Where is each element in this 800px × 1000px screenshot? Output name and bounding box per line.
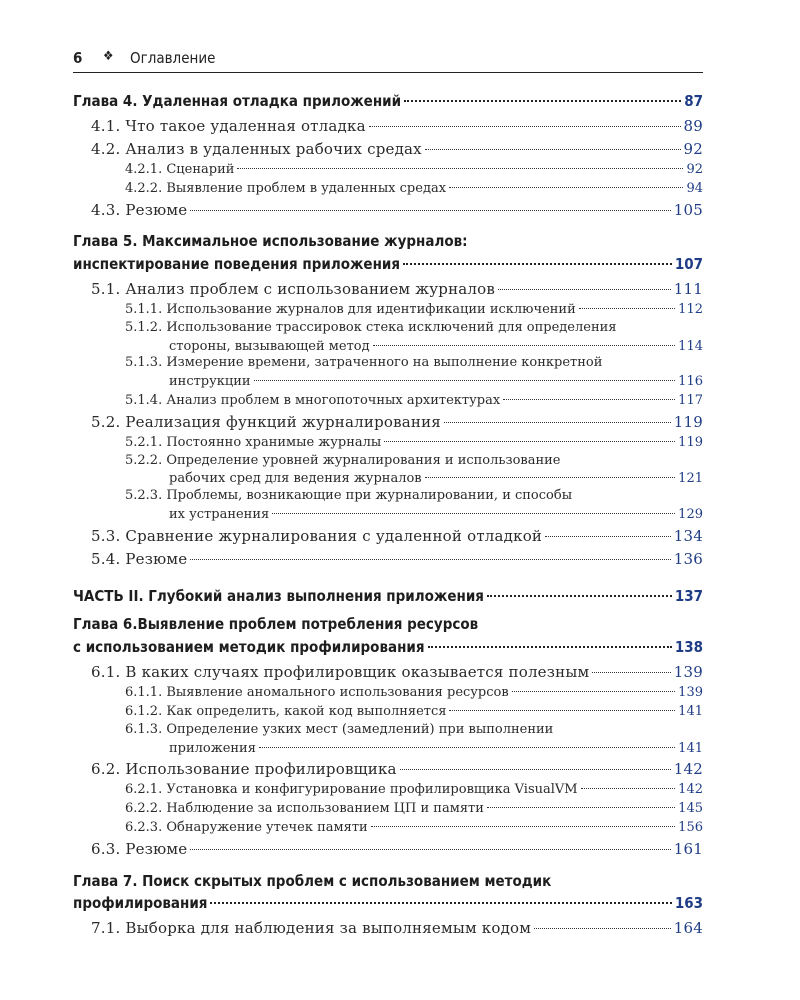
toc-entry-6-1-1[interactable] xyxy=(125,685,703,700)
toc-entry-chapter-7[interactable] xyxy=(73,894,703,912)
toc-entry-5-1-4[interactable] xyxy=(125,393,703,408)
entry-page: 117 xyxy=(678,393,703,408)
toc-entry-6-2-1[interactable] xyxy=(125,782,703,797)
toc-entry-4-2[interactable] xyxy=(91,140,703,158)
entry-page: 112 xyxy=(678,302,703,317)
entry-page: 161 xyxy=(673,840,703,858)
dot-leader xyxy=(545,536,671,537)
toc-entry-chapter-6-line1[interactable]: Глава 6.Выявление проблем потребления ресурсов xyxy=(73,615,479,633)
entry-title: 6.2. Использование профилировщика xyxy=(91,760,397,778)
entry-page: 141 xyxy=(678,741,703,756)
dot-leader xyxy=(498,289,671,290)
entry-page: 92 xyxy=(686,162,703,177)
entry-title: приложения xyxy=(169,741,256,756)
dot-leader xyxy=(428,646,672,648)
entry-title: 5.1.1. Использование журналов для идентификации исключений xyxy=(125,302,576,317)
entry-title: 4.1. Что такое удаленная отладка xyxy=(91,117,366,135)
dot-leader xyxy=(403,263,672,265)
toc-entry-6-3[interactable] xyxy=(91,840,703,858)
entry-title: 6.2.1. Установка и конфигурирование профилировщика VisualVM xyxy=(125,782,578,797)
toc-entry-5-1-1[interactable] xyxy=(125,302,703,317)
entry-title: 6.1.1. Выявление аномального использования ресурсов xyxy=(125,685,509,700)
toc-entry-7-1[interactable] xyxy=(91,919,703,937)
entry-page: 136 xyxy=(673,550,703,568)
toc-entry-5-2-1[interactable] xyxy=(125,435,703,450)
toc-entry-6-1-3-line1[interactable]: 6.1.3. Определение узких мест (замедлений) при выполнении xyxy=(125,722,554,737)
entry-page: 94 xyxy=(686,181,703,196)
entry-page: 105 xyxy=(673,201,703,219)
dot-leader xyxy=(254,380,676,381)
dot-leader xyxy=(592,672,670,673)
entry-page: 137 xyxy=(674,587,703,605)
toc-entry-4-2-2[interactable] xyxy=(125,181,703,196)
toc-entry-6-2[interactable] xyxy=(91,760,703,778)
dot-leader xyxy=(373,345,676,346)
toc-entry-6-1[interactable] xyxy=(91,663,703,681)
entry-title: инспектирование поведения приложения xyxy=(73,255,401,273)
dot-leader xyxy=(237,168,683,169)
entry-title: 5.2.1. Постоянно хранимые журналы xyxy=(125,435,382,450)
entry-page: 121 xyxy=(678,471,703,486)
entry-page: 164 xyxy=(673,919,703,937)
entry-title: профилирования xyxy=(73,894,208,912)
toc-entry-6-1-3[interactable] xyxy=(169,741,703,756)
header-page-number: 6 xyxy=(73,49,83,67)
dot-leader xyxy=(579,308,675,309)
toc-entry-5-2-2[interactable] xyxy=(169,471,703,486)
entry-title: 5.3. Сравнение журналирования с удаленной отладкой xyxy=(91,527,543,545)
dot-leader xyxy=(425,149,681,150)
dot-leader xyxy=(371,826,675,827)
entry-title: стороны, вызывающей метод xyxy=(169,339,370,354)
entry-title: ЧАСТЬ II. Глубокий анализ выполнения приложения xyxy=(73,587,484,605)
toc-entry-5-2-3[interactable] xyxy=(169,507,703,522)
entry-title: 5.1.4. Анализ проблем в многопоточных архитектурах xyxy=(125,393,501,408)
dot-leader xyxy=(272,513,675,514)
dot-leader xyxy=(400,769,671,770)
dot-leader xyxy=(384,441,675,442)
entry-title: рабочих сред для ведения журналов xyxy=(169,471,422,486)
entry-page: 111 xyxy=(673,280,703,298)
dot-leader xyxy=(487,807,675,808)
entry-page: 141 xyxy=(678,704,703,719)
entry-title: 6.2.2. Наблюдение за использованием ЦП и памяти xyxy=(125,801,484,816)
entry-page: 142 xyxy=(678,782,703,797)
entry-page: 134 xyxy=(673,527,703,545)
entry-title: 4.2.2. Выявление проблем в удаленных средах xyxy=(125,181,447,196)
dot-leader xyxy=(259,747,675,748)
entry-page: 119 xyxy=(678,435,703,450)
toc-entry-chapter-5[interactable] xyxy=(73,255,703,273)
dot-leader xyxy=(425,477,676,478)
dot-leader xyxy=(444,422,671,423)
dot-leader xyxy=(404,100,681,102)
entry-title: 6.1.2. Как определить, какой код выполняется xyxy=(125,704,447,719)
entry-title: с использованием методик профилирования xyxy=(73,638,425,656)
entry-title: 6.2.3. Обнаружение утечек памяти xyxy=(125,820,368,835)
dot-leader xyxy=(581,788,676,789)
entry-page: 139 xyxy=(673,663,703,681)
toc-entry-5-2-3-line1[interactable]: 5.2.3. Проблемы, возникающие при журналировании, и способы xyxy=(125,488,573,503)
dot-leader xyxy=(449,187,683,188)
entry-page: 163 xyxy=(674,894,703,912)
toc-entry-5-1-2-line1[interactable]: 5.1.2. Использование трассировок стека исключений для определения xyxy=(125,320,617,335)
entry-title: 5.2. Реализация функций журналирования xyxy=(91,413,441,431)
entry-page: 142 xyxy=(673,760,703,778)
toc-entry-5-2[interactable] xyxy=(91,413,703,431)
dot-leader xyxy=(369,126,681,127)
toc-entry-chapter-4[interactable] xyxy=(73,92,703,110)
toc-entry-part-2[interactable] xyxy=(73,587,703,605)
running-header xyxy=(73,49,703,69)
toc-entry-6-2-3[interactable] xyxy=(125,820,703,835)
toc-entry-5-1-2[interactable] xyxy=(169,339,703,354)
entry-page: 129 xyxy=(678,507,703,522)
entry-title: 4.2.1. Сценарий xyxy=(125,162,235,177)
entry-title: 4.2. Анализ в удаленных рабочих средах xyxy=(91,140,422,158)
toc-entry-5-4[interactable] xyxy=(91,550,703,568)
entry-title: Глава 4. Удаленная отладка приложений xyxy=(73,92,402,110)
entry-title: 6.3. Резюме xyxy=(91,840,188,858)
toc-entry-chapter-6[interactable] xyxy=(73,638,703,656)
entry-title: 5.1. Анализ проблем с использованием журналов xyxy=(91,280,496,298)
entry-page: 92 xyxy=(683,140,703,158)
entry-page: 139 xyxy=(678,685,703,700)
toc-entry-5-1[interactable] xyxy=(91,280,703,298)
entry-title: инструкции xyxy=(169,374,251,389)
toc-entry-4-2-1[interactable] xyxy=(125,162,703,177)
toc-entry-5-1-3[interactable] xyxy=(169,374,703,389)
toc-entry-4-1[interactable] xyxy=(91,117,703,135)
entry-page: 156 xyxy=(678,820,703,835)
dot-leader xyxy=(512,691,675,692)
toc-entry-5-2-2-line1[interactable]: 5.2.2. Определение уровней журналирования и использование xyxy=(125,453,561,468)
dot-leader xyxy=(190,849,670,850)
entry-title: 5.4. Резюме xyxy=(91,550,188,568)
entry-page: 138 xyxy=(674,638,703,656)
entry-page: 114 xyxy=(678,339,703,354)
dot-leader xyxy=(449,710,675,711)
dot-leader xyxy=(190,210,670,211)
dot-leader xyxy=(210,902,671,904)
dot-leader xyxy=(487,595,672,597)
header-title: Оглавление xyxy=(130,49,216,67)
entry-page: 119 xyxy=(673,413,703,431)
entry-title: 7.1. Выборка для наблюдения за выполняемым кодом xyxy=(91,919,532,937)
toc-entry-6-1-2[interactable] xyxy=(125,704,703,719)
toc-entry-5-3[interactable] xyxy=(91,527,703,545)
dot-leader xyxy=(503,399,675,400)
toc-entry-chapter-5-line1[interactable]: Глава 5. Максимальное использование журналов: xyxy=(73,232,468,250)
entry-title: 4.3. Резюме xyxy=(91,201,188,219)
entry-page: 145 xyxy=(678,801,703,816)
toc-entry-chapter-7-line1[interactable]: Глава 7. Поиск скрытых проблем с использованием методик xyxy=(73,872,552,890)
entry-page: 89 xyxy=(683,117,703,135)
toc-entry-5-1-3-line1[interactable]: 5.1.3. Измерение времени, затраченного на выполнение конкретной xyxy=(125,355,603,370)
entry-page: 116 xyxy=(678,374,703,389)
entry-page: 87 xyxy=(684,92,703,110)
entry-page: 107 xyxy=(674,255,703,273)
header-rule xyxy=(73,72,703,73)
ornament-icon: ❖ xyxy=(103,49,114,64)
toc-entry-4-3[interactable] xyxy=(91,201,703,219)
dot-leader xyxy=(534,928,671,929)
entry-title: их устранения xyxy=(169,507,270,522)
entry-title: 6.1. В каких случаях профилировщик оказывается полезным xyxy=(91,663,590,681)
toc-entry-6-2-2[interactable] xyxy=(125,801,703,816)
dot-leader xyxy=(190,559,670,560)
